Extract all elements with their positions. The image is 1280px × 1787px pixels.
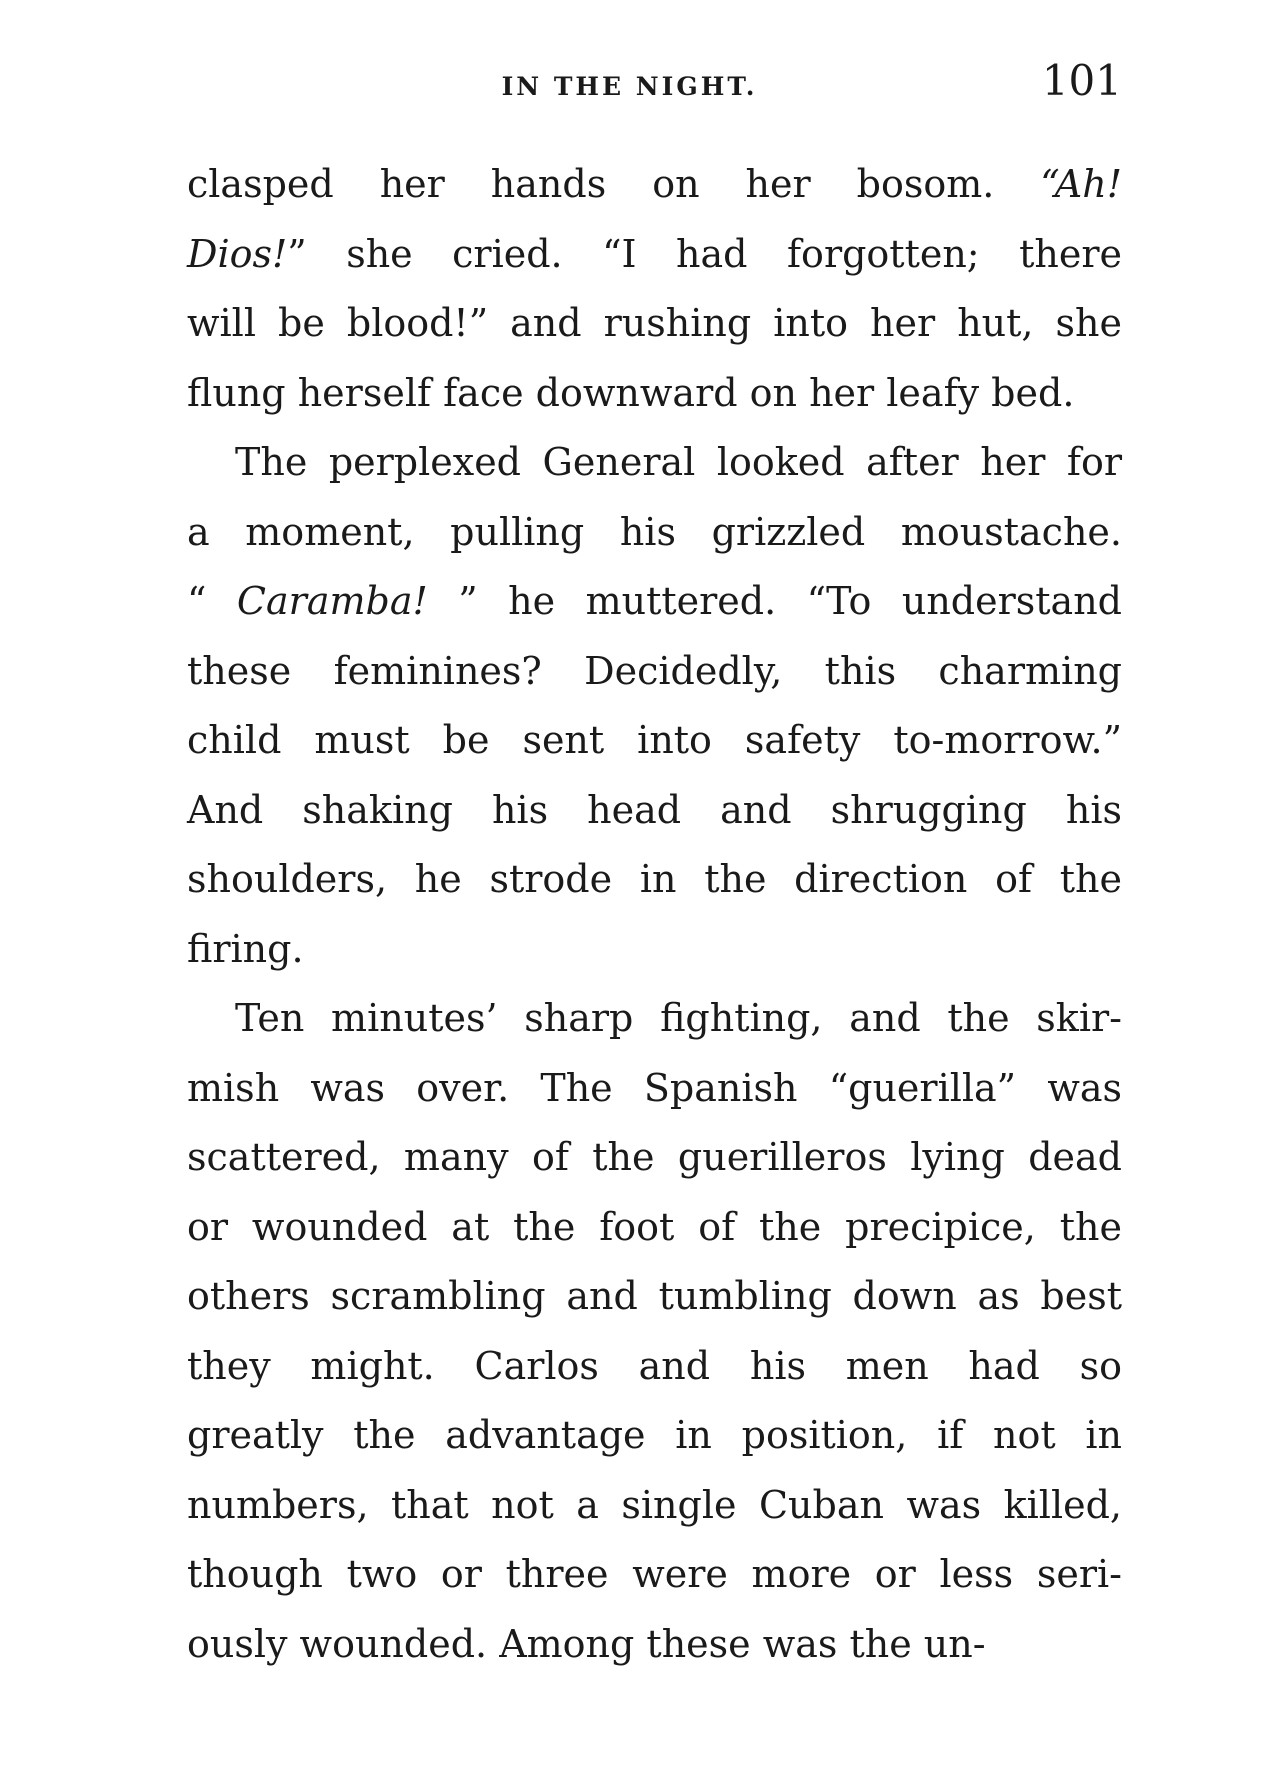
text-run: mish was over. The Spanish “guerilla” was [187, 1065, 1122, 1110]
text-run: others scrambling and tumbling down as best [187, 1274, 1122, 1318]
text-line [187, 915, 1122, 985]
text-run: ously wounded. Among these was the un- [187, 1621, 986, 1666]
text-line [187, 845, 1122, 915]
text-line [187, 150, 1122, 220]
text-line [187, 498, 1122, 568]
text-line [187, 1262, 1122, 1332]
page-header [187, 50, 1122, 110]
paragraph [187, 428, 1122, 984]
text-line [187, 1401, 1122, 1471]
text-run: they might. Carlos and his men had so [187, 1343, 1122, 1388]
text-line [187, 289, 1122, 359]
text-run: a moment, pulling his grizzled moustache. [187, 509, 1122, 554]
text-line [187, 1123, 1122, 1193]
text-run: greatly the advantage in position, if not in [187, 1413, 1122, 1457]
text-run: “ [187, 579, 237, 623]
text-line [187, 567, 1122, 637]
text-run: ” he muttered. “To understand [427, 579, 1123, 623]
text-line [187, 1054, 1122, 1124]
text-run: And shaking his head and shrugging his [187, 787, 1122, 832]
text-run: Ten minutes’ sharp fighting, and the skir- [235, 996, 1122, 1040]
text-run: shoulders, he strode in the direction of the [187, 857, 1122, 901]
paragraph [187, 984, 1122, 1679]
text-run: The perplexed General looked after her for [235, 440, 1122, 484]
text-run: clasped her hands on her bosom. [187, 162, 1041, 206]
text-line [187, 1332, 1122, 1402]
text-run: firing. [187, 926, 304, 971]
italic-text: “Ah! [1040, 162, 1122, 206]
italic-text: Caramba! [236, 579, 428, 623]
book-page [187, 50, 1122, 1679]
text-line [187, 1540, 1122, 1610]
text-line [187, 220, 1122, 290]
text-run: these feminines? Decidedly, this charming [187, 648, 1122, 693]
text-line [187, 1471, 1122, 1541]
text-run: child must be sent into safety to-morrow.” [187, 718, 1122, 762]
text-run: or wounded at the foot of the precipice, the [187, 1204, 1122, 1249]
text-run: numbers, that not a single Cuban was killed, [187, 1482, 1122, 1527]
text-line [187, 776, 1122, 846]
text-line [187, 1193, 1122, 1263]
paragraph [187, 150, 1122, 428]
body-text [187, 150, 1122, 1679]
text-run: scattered, many of the guerilleros lying dead [187, 1135, 1122, 1179]
running-head: IN THE NIGHT. [501, 72, 758, 101]
text-line [187, 637, 1122, 707]
text-line [187, 706, 1122, 776]
text-line [187, 359, 1122, 429]
text-line [187, 428, 1122, 498]
text-run: though two or three were more or less seri- [187, 1552, 1122, 1596]
italic-text: Dios! [187, 231, 288, 276]
text-run: flung herself face downward on her leafy bed. [187, 370, 1075, 415]
text-line [187, 984, 1122, 1054]
text-run: will be blood!” and rushing into her hut, she [187, 301, 1122, 345]
text-line [187, 1610, 1122, 1680]
page-number: 101 [1041, 56, 1122, 105]
text-run: ” she cried. “I had forgotten; there [287, 231, 1122, 276]
